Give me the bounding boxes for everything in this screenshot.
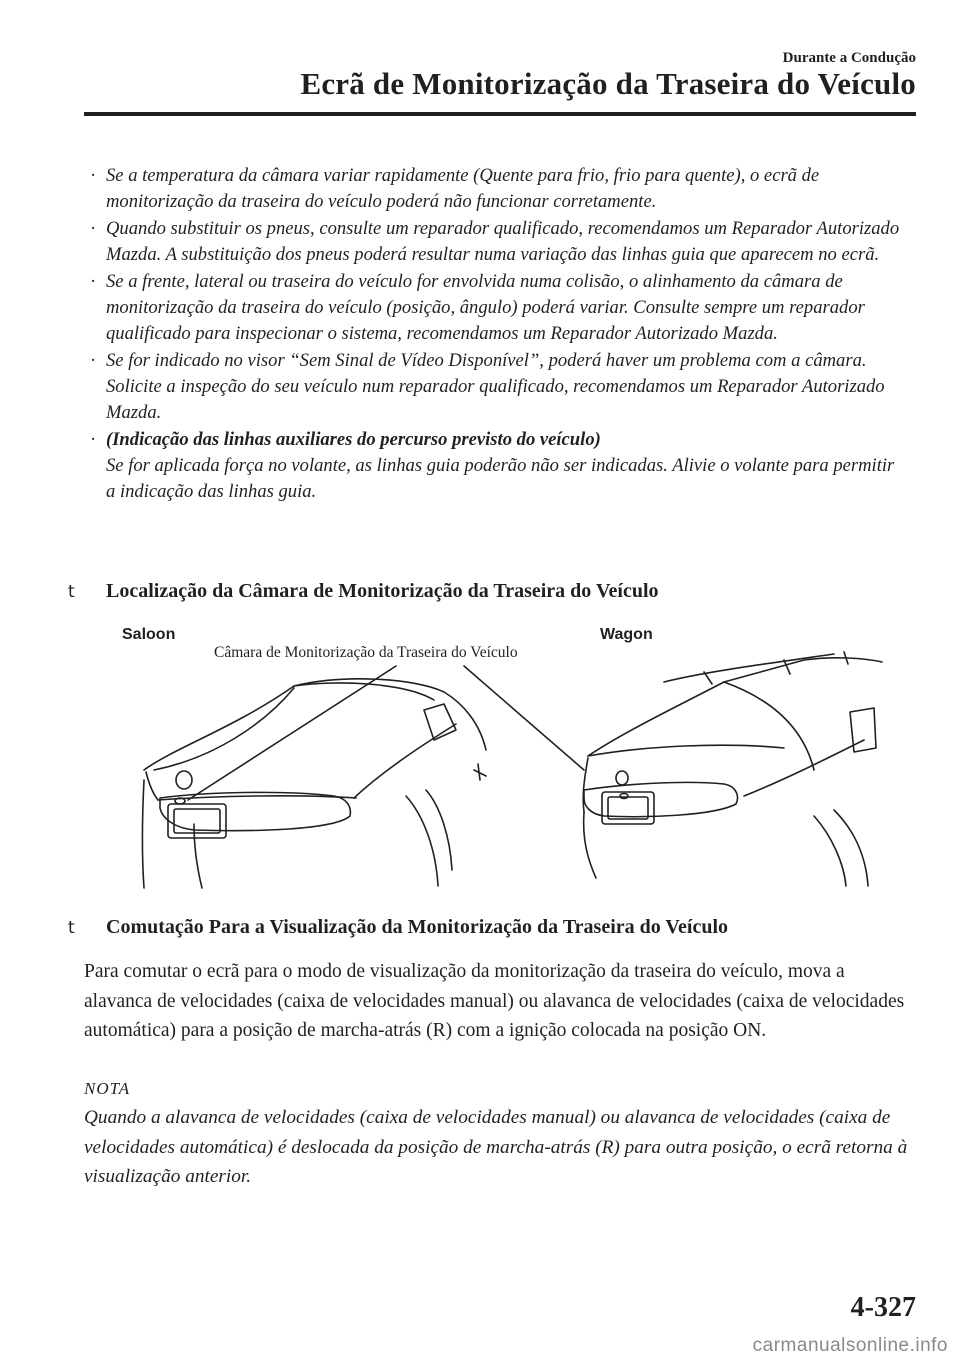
bullet-dot: · <box>90 218 97 239</box>
location-heading <box>68 580 659 603</box>
bullet-dot: · <box>90 350 97 371</box>
list-item-text: Se a temperatura da câmara variar rapidamente (Quente para frio, frio para quente), o ecrã de monitorização da traseira do veículo poderá não funcionar corretamente. <box>106 165 820 212</box>
location-heading-text: Localização da Câmara de Monitorização da Traseira do Veículo <box>106 580 659 602</box>
header-rule <box>84 112 916 116</box>
saloon-label: Saloon <box>122 626 176 643</box>
bullet-dot: · <box>90 429 97 450</box>
list-item-text: Se for aplicada força no volante, as linhas guia poderão não ser indicadas. Alivie o volante para permitir a indicação das linhas guia. <box>106 455 895 502</box>
body-paragraph: Para comutar o ecrã para o modo de visualização da monitorização da traseira do veículo, mova a alavanca de velocidades (caixa de velocidades manual) ou alavanca de velocidades (caixa de velocidades automática) para a posição de marcha-atrás (R) com a ignição colocada na posição ON. <box>84 961 905 1041</box>
note-text: Quando a alavanca de velocidades (caixa de velocidades manual) ou alavanca de velocidades (caixa de velocidades automática) é deslocada da posição de marcha-atrás (R) para outra posição, o ecrã retorna à visualização anterior. <box>84 1107 908 1187</box>
list-item <box>86 348 906 426</box>
page-number: 4-327 <box>850 1292 916 1323</box>
switch-heading-text: Comutação Para a Visualização da Monitorização da Traseira do Veículo <box>106 916 729 938</box>
section-label: Durante a Condução <box>782 50 916 66</box>
camera-callout: Câmara de Monitorização da Traseira do Veículo <box>214 644 518 661</box>
switch-heading <box>68 916 728 939</box>
list-item <box>86 427 906 505</box>
list-item-text: Se a frente, lateral ou traseira do veículo for envolvida numa colisão, o alinhamento da câmara de monitorização da traseira do veículo (posição, ângulo) poderá variar. Consulte sempre um reparador qualificado para inspecionar o sistema, recomendamos um Reparador Autorizado Mazda. <box>106 271 865 344</box>
list-item-text: Se for indicado no visor “Sem Sinal de Vídeo Disponível”, poderá haver um problema com a câmara. Solicite a inspeção do seu veículo num reparador qualificado, recomendamos um Reparador Autorizado Mazda. <box>106 350 885 423</box>
wagon-label: Wagon <box>600 626 653 643</box>
camera-location-figure <box>84 620 884 895</box>
callout-leader-saloon <box>188 666 396 800</box>
list-item <box>86 269 906 347</box>
callout-leader-wagon <box>464 666 584 770</box>
note-label: NOTA <box>84 1079 131 1098</box>
list-item <box>86 163 906 215</box>
saloon-car-drawing <box>143 679 487 888</box>
bullet-dot: · <box>90 271 97 292</box>
wagon-car-drawing <box>583 652 882 886</box>
list-item-title: (Indicação das linhas auxiliares do percurso previsto do veículo) <box>106 429 601 450</box>
heading-marker-icon: t <box>68 918 75 938</box>
chapter-title: Ecrã de Monitorização da Traseira do Veículo <box>300 66 916 101</box>
caution-list <box>86 163 906 506</box>
watermark: carmanualsonline.info <box>752 1335 948 1356</box>
bullet-dot: · <box>90 165 97 186</box>
list-item <box>86 216 906 268</box>
heading-marker-icon: t <box>68 582 75 602</box>
list-item-text: Quando substituir os pneus, consulte um reparador qualificado, recomendamos um Reparador Autorizado Mazda. A substituição dos pneus poderá resultar numa variação das linhas guia que aparecem no ecrã. <box>106 218 900 265</box>
